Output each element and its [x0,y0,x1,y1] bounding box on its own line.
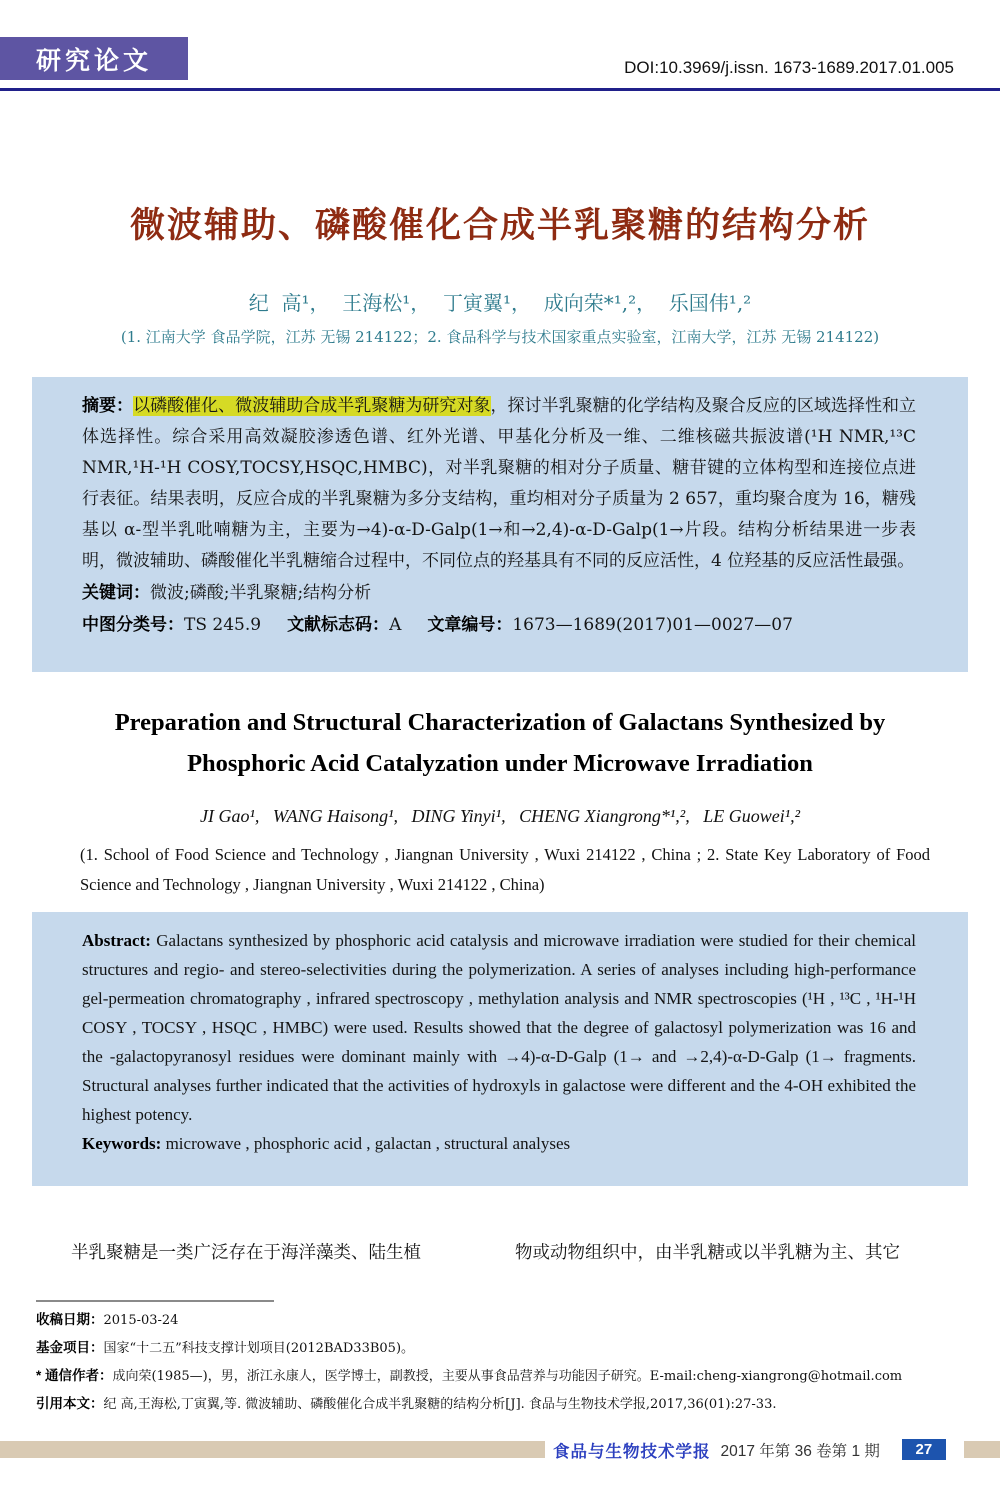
corresponding-author-line [36,1362,975,1390]
abstract-en-label: Abstract: [82,931,151,950]
issue-info: 2017 年第 36 卷第 1 期 [720,1442,880,1460]
english-keywords-line [82,1129,916,1158]
page-number-box [902,1439,946,1460]
doi-text: DOI:10.3969/j.issn. 1673-1689.2017.01.005 [624,58,954,77]
header-divider-rule [0,88,1000,91]
chinese-abstract-box [32,377,968,672]
english-abstract-box [32,912,968,1186]
footer-gap [946,1436,964,1463]
keywords-en-text: microwave , phosphoric acid , galactan , structural analyses [161,1134,571,1153]
abstract-en-text: Galactans synthesized by phosphoric acid catalysis and microwave irradiation were studied for their chemical structures and regio- and stereo-selectivities during the polymerization. A series of analyses including high-performance gel-permeation chromatography , infrared spectroscopy , methylation analysis and NMR spectroscopies (¹H , ¹³C , ¹H-¹H COSY , TOCSY , HSQC , HMBC) were used. Results showed that the degree of galactosyl polymerization was 16 and the -galactopyranosyl residues were dominant mainly with →4)-α-D-Galp (1→ and →2,4)-α-D-Galp (1→ fragments. Structural analyses further indicated that the activities of hydroxyls in galactose were different and the 4-OH exhibited the highest potency. [82,931,916,1124]
journal-name: 食品与生物技术学报 [553,1442,711,1461]
citation-label: 引用本文： [36,1396,104,1411]
citation-line [36,1390,975,1418]
chinese-authors: 纪 高¹， 王海松¹， 丁寅翼¹， 成向荣*¹,²， 乐国伟¹,² [248,291,752,315]
received-date-value: 2015-03-24 [103,1313,179,1328]
footnotes-block [36,1306,975,1418]
doc-code-label: 文献标志码： [287,615,390,634]
citation-value: 纪 高,王海松,丁寅翼,等. 微波辅助、磷酸催化合成半乳聚糖的结构分析[J]. 食品与生物技术学报,2017,36(01):27-33. [103,1397,777,1412]
article-id-label: 文章编号： [427,615,513,634]
keywords-en-label: Keywords: [82,1134,162,1153]
clc-value: TS 245.9 [184,615,262,635]
fund-project-label: 基金项目： [36,1340,104,1355]
keywords-cn-label: 关键词： [82,583,150,602]
article-category-label: 研究论文 [35,46,152,75]
corresponding-author-value: 成向荣(1985—)，男，浙江永康人，医学博士，副教授，主要从事食品营养与功能因子研究。E-mail:cheng-xiangrong@hotmail.com [112,1369,903,1384]
chinese-affiliation: (1. 江南大学 食品学院，江苏 无锡 214122；2. 食品科学与技术国家重点实验室，江南大学，江苏 无锡 214122) [120,328,880,346]
abstract-cn-label: 摘要： [82,396,134,415]
received-date-line [36,1306,975,1334]
english-title: Preparation and Structural Characterization of Galactans Synthesized by Phosphoric Acid Catalyzation under Microwave Irradiation [114,709,886,777]
received-date-label: 收稿日期： [36,1312,104,1327]
corresponding-author-label: * 通信作者： [36,1368,113,1383]
abstract-cn-text: ，探讨半乳聚糖的化学结构及聚合反应的区域选择性和立体选择性。综合采用高效凝胶渗透色谱、红外光谱、甲基化分析及一维、二维核磁共振波谱(¹H NMR,¹³C NMR,¹H-¹H COSY,TOCSY,HSQC,HMBC)，对半乳聚糖的相对分子质量、糖苷键的立体构型和连接位点进行表征。结果表明，反应合成的半乳聚糖为多分支结构，重均相对分子质量为 2 657，重均聚合度为 16，糖残基以 α-型半乳吡喃糖为主，主要为→4)-α-D-Galp(1→和→2,4)-α-D-Galp(1→片段。结构分析结果进一步表明，微波辅助、磷酸催化半乳糖缩合过程中，不同位点的羟基具有不同的反应活性，4 位羟基的反应活性最强。 [82,396,916,571]
body-column-right: 物或动物组织中，由半乳糖或以半乳糖为主、其它 [515,1243,900,1263]
footnote-divider-rule [36,1300,274,1302]
english-abstract-paragraph [82,926,916,1129]
keywords-cn-text: 微波;磷酸;半乳聚糖;结构分析 [150,583,372,603]
article-category-badge [0,37,188,80]
chinese-keywords-line [82,577,916,609]
chinese-abstract-paragraph [82,390,916,577]
chinese-title: 微波辅助、磷酸催化合成半乳聚糖的结构分析 [129,206,870,245]
body-column-left: 半乳聚糖是一类广泛存在于海洋藻类、陆生植 [71,1243,421,1263]
fund-project-value: 国家“十二五”科技支撑计划项目(2012BAD33B05)。 [103,1341,415,1356]
doc-code-value: A [389,615,402,635]
journal-footer-label [545,1436,964,1463]
classification-line [82,609,916,641]
english-authors: JI Gao¹, WANG Haisong¹, DING Yinyi¹, CHENG Xiangrong*¹,², LE Guowei¹,² [199,806,800,826]
fund-project-line [36,1334,975,1362]
article-id-value: 1673—1689(2017)01—0027—07 [512,615,793,635]
clc-label: 中图分类号： [82,615,184,634]
page-number: 27 [915,1441,933,1458]
english-affiliation: (1. School of Food Science and Technology , Jiangnan University , Wuxi 214122 , China ; 2. State Key Laboratory of Food Science and Technology , Jiangnan University , Wuxi 214122 , China) [80,845,930,894]
abstract-cn-highlighted-text: 以磷酸催化、微波辅助合成半乳聚糖为研究对象 [133,396,491,416]
bottom-journal-bar [0,1441,1000,1461]
body-two-column-text [36,1238,968,1268]
